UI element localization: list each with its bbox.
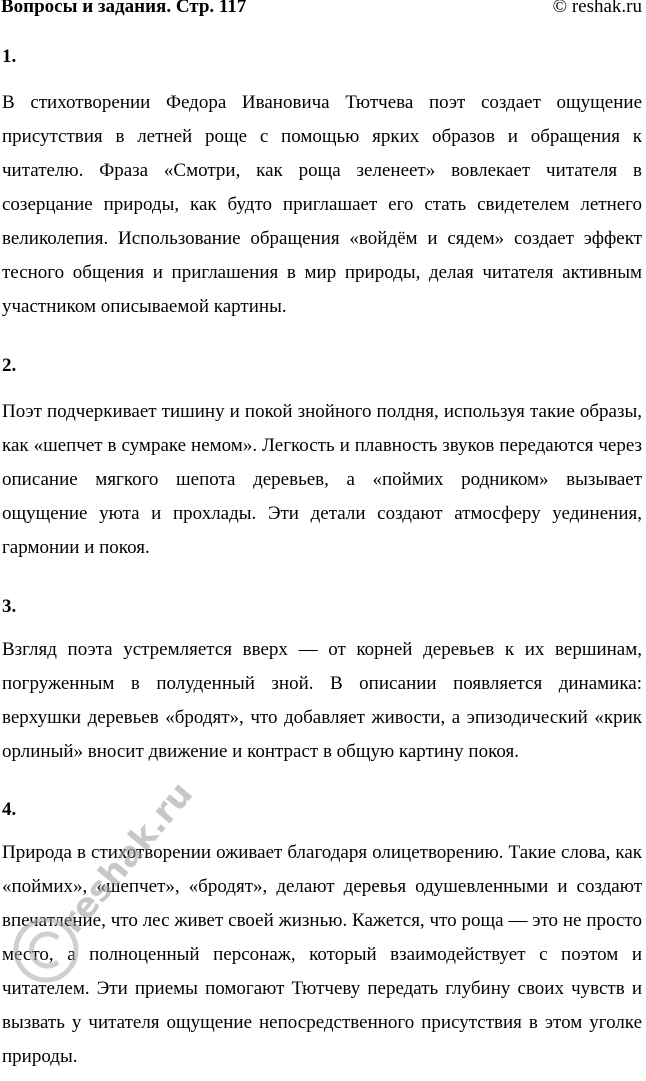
task-answer-2: Поэт подчеркивает тишину и покой знойного полдня, используя такие образы, как «шепчет в сумраке немом». Легкость и плавность звуков передаются через описание мягкого шепота деревьев, а «поймих родником» вызывает ощущение уюта и прохлады. Эти детали создают атмосферу уединения, гармонии и покоя. [2, 401, 642, 558]
task-answer-4: Природа в стихотворении оживает благодаря олицетворению. Такие слова, как «поймих», «шепчет», «бродят», делают деревья одушевленными и создают впечатление, что лес живет своей жизнью. Кажется, что роща — это не просто место, а полноценный персонаж, который взаимодействует с поэтом и читателем. Эти приемы помогают Тютчеву передать глубину своих чувств и вызвать у читателя ощущение непосредственного присутствия в этом уголке природы. [2, 842, 642, 1067]
task-number-2: 2. [2, 355, 17, 376]
task-number-4: 4. [2, 799, 17, 820]
watermark-text: reshak.ru [52, 774, 201, 941]
task-number-1: 1. [2, 46, 17, 67]
site-credit: © reshak.ru [552, 0, 642, 17]
task-number-3: 3. [2, 596, 17, 617]
page-header [1, 0, 642, 22]
page-title: Вопросы и задания. Стр. 117 [1, 0, 247, 17]
task-answer-1: В стихотворении Федора Ивановича Тютчева поэт создает ощущение присутствия в летней роще с помощью ярких образов и обращения к читателю. Фраза «Смотри, как роща зеленеет» вовлекает читателя в созерцание природы, как будто приглашает его стать свидетелем летнего великолепия. Использование обращения «войдём и сядем» создает эффект тесного общения и приглашения в мир природы, делая читателя активным участником описываемой картины. [2, 92, 642, 317]
task-answer-3: Взгляд поэта устремляется вверх — от корней деревьев к их вершинам, погруженным в полуденный зной. В описании появляется динамика: верхушки деревьев «бродят», что добавляет живости, а эпизодический «крик орлиный» вносит движение и контраст в общую картину покоя. [2, 639, 642, 762]
